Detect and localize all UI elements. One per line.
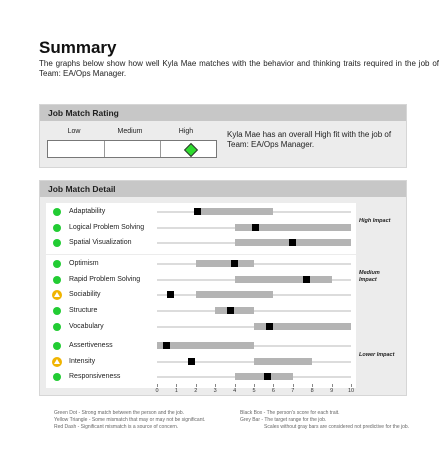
axis-tick-label: 5 (252, 388, 256, 394)
axis-tick-mark (254, 384, 255, 387)
trait-group (46, 255, 356, 338)
job-match-detail-panel (39, 180, 407, 396)
intro-text: The graphs below show how well Kyla Mae matches with the behavior and thinking traits required in the job of Team: EA/Ops Manager. (39, 59, 439, 78)
green-dot-icon (53, 239, 61, 247)
job-match-detail-header: Job Match Detail (40, 181, 406, 197)
axis-tick-mark (235, 384, 236, 387)
rating-level-high: High (178, 128, 194, 135)
score-box (163, 342, 170, 349)
score-box (188, 358, 195, 365)
trait-label: Vocabulary (69, 322, 104, 330)
axis-tick-label: 1 (174, 388, 178, 394)
axis-tick-label: 3 (213, 388, 217, 394)
impact-label: Medium Impact (359, 270, 380, 283)
legend-yellow-triangle: Yellow Triangle - Some mismatch that may or may not be significant. (54, 417, 206, 423)
axis-tick-mark (215, 384, 216, 387)
axis-tick-mark (273, 384, 274, 387)
trait-label: Structure (69, 307, 98, 315)
trait-label: Logical Problem Solving (69, 223, 145, 231)
target-range-bar (157, 342, 254, 349)
trait-row (46, 236, 356, 250)
green-dot-icon (53, 260, 61, 268)
trait-label: Assertiveness (69, 342, 113, 349)
trait-row (46, 205, 356, 219)
axis-tick-mark (196, 384, 197, 387)
target-range-bar (196, 208, 274, 215)
target-range-bar (196, 260, 254, 267)
trait-row (46, 288, 356, 302)
trait-scale-track (157, 263, 351, 265)
trait-row (46, 339, 356, 353)
trait-row (46, 221, 356, 235)
trait-row (46, 304, 356, 318)
trait-row (46, 273, 356, 287)
score-box (227, 307, 234, 314)
trait-label: Rapid Problem Solving (69, 275, 141, 283)
score-box (303, 276, 310, 283)
axis-tick-label: 7 (291, 388, 295, 394)
green-dot-icon (53, 323, 61, 331)
green-dot-icon (53, 373, 61, 381)
legend-right (240, 410, 410, 431)
trait-label: Optimism (69, 260, 99, 267)
score-box (289, 239, 296, 246)
rating-marker-diamond-icon (184, 143, 198, 157)
trait-row (46, 320, 356, 334)
trait-row (46, 257, 356, 271)
green-dot-icon (53, 342, 61, 350)
job-match-rating-panel (39, 104, 407, 168)
score-box (194, 208, 201, 215)
rating-scale (47, 140, 217, 158)
rating-cell-medium (104, 141, 161, 157)
legend-no-gray-bars: Scales without gray bars are considered not predictive for the job. (264, 424, 410, 430)
legend-left (54, 410, 234, 431)
axis-tick-label: 10 (347, 388, 355, 394)
rating-level-medium: Medium (117, 128, 143, 135)
trait-label: Adaptability (69, 208, 106, 215)
page-title: Summary (39, 38, 117, 57)
yellow-triangle-icon (52, 290, 62, 300)
trait-row (46, 370, 356, 384)
target-range-bar (196, 291, 274, 298)
target-range-bar (235, 276, 332, 283)
score-box (167, 291, 174, 298)
axis-tick-mark (293, 384, 294, 387)
legend-grey-bar: Grey Bar - The target range for the job. (240, 417, 327, 423)
score-box (264, 373, 271, 380)
trait-label: Intensity (69, 357, 96, 365)
score-box (231, 260, 238, 267)
trait-group (46, 337, 356, 388)
axis-tick-label: 6 (271, 388, 275, 394)
green-dot-icon (53, 208, 61, 216)
rating-cell-low (48, 141, 105, 157)
score-box (252, 224, 259, 231)
target-range-bar (254, 358, 312, 365)
axis-tick-label: 4 (233, 388, 237, 394)
trait-label: Sociability (69, 291, 101, 299)
axis-tick-mark (332, 384, 333, 387)
trait-group (46, 203, 356, 254)
target-range-bar (215, 307, 254, 314)
trait-scale-track (157, 310, 351, 312)
impact-label: Lower Impact (359, 352, 395, 358)
legend-green-dot: Green Dot - Strong match between the person and the job. (54, 410, 185, 416)
legend-red-dash: Red Dash - Significant mismatch is a source of concern. (54, 424, 179, 430)
rating-description: Kyla Mae has an overall High fit with the job of Team: EA/Ops Manager. (227, 130, 392, 149)
legend-black-box: Black Box - The person's score for each trait. (240, 410, 340, 416)
axis-tick-mark (312, 384, 313, 387)
axis-tick-label: 2 (194, 388, 198, 394)
trait-label: Responsiveness (69, 373, 121, 381)
yellow-triangle-icon (52, 357, 62, 367)
trait-row (46, 355, 356, 369)
axis-tick-label: 8 (310, 388, 314, 394)
job-match-rating-header: Job Match Rating (40, 105, 406, 121)
impact-label: High Impact (359, 218, 391, 224)
green-dot-icon (53, 276, 61, 284)
axis-tick-mark (176, 384, 177, 387)
rating-level-low: Low (67, 128, 81, 135)
green-dot-icon (53, 224, 61, 232)
score-box (266, 323, 273, 330)
green-dot-icon (53, 307, 61, 315)
axis-tick-label: 0 (155, 388, 159, 394)
trait-label: Spatial Visualization (69, 239, 132, 247)
axis-tick-mark (157, 384, 158, 387)
axis-tick-mark (351, 384, 352, 387)
axis-tick-label: 9 (330, 388, 334, 394)
